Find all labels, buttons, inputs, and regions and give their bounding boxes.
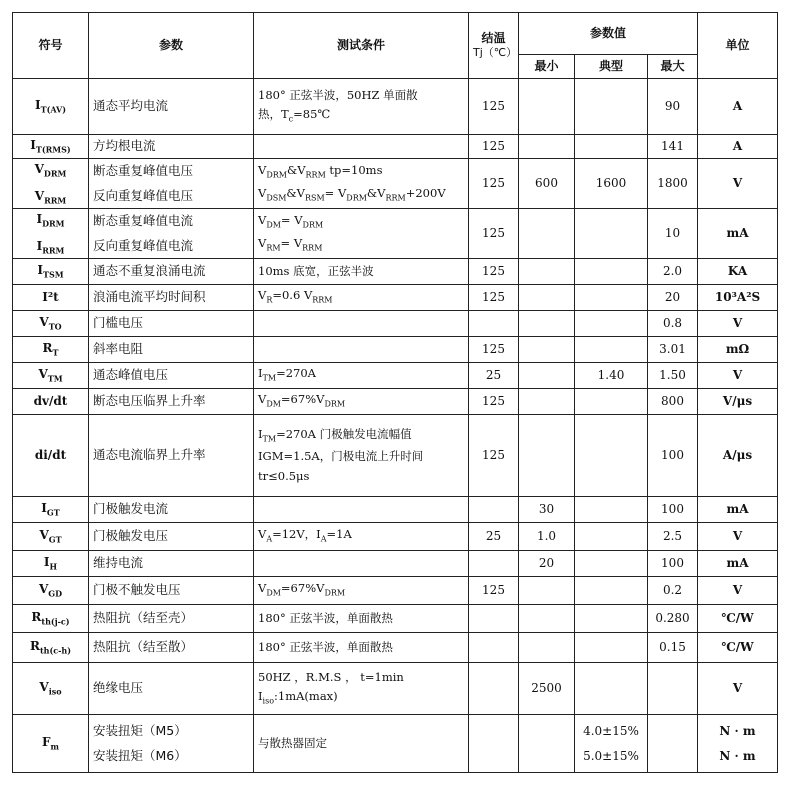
- condition-text: $V_R=0.6$ $V_{RRM}$: [258, 288, 333, 305]
- param-cell: [89, 363, 254, 389]
- symbol-cell: [13, 259, 89, 285]
- spec-row: [13, 523, 778, 551]
- param-text: 门槛电压: [93, 315, 144, 331]
- symbol-cell: [13, 389, 89, 415]
- symbol-cell: [13, 523, 89, 551]
- symbol-cell: [13, 577, 89, 605]
- symbol-text: $V_{RRM}$: [34, 188, 67, 205]
- header-param: 参数: [89, 13, 254, 79]
- symbol-text: di/dt: [34, 448, 67, 463]
- max-cell: 141: [648, 135, 698, 159]
- condition-cell: [254, 209, 469, 259]
- spec-row: [13, 135, 778, 159]
- max-cell: [648, 663, 698, 715]
- param-text: 门极触发电流: [93, 501, 169, 517]
- symbol-text: $V_{TO}$: [39, 315, 62, 332]
- param-text: 方均根电流: [93, 138, 156, 154]
- unit-cell: mΩ: [698, 337, 778, 363]
- symbol-subscript: H: [49, 561, 58, 572]
- param-text: 浪涌电流平均时间积: [93, 289, 206, 305]
- symbol-subscript: TO: [48, 321, 62, 332]
- condition-cell: [254, 79, 469, 135]
- min-cell: 20: [519, 551, 575, 577]
- symbol-text: dv/dt: [33, 394, 68, 409]
- symbol-subscript: TSM: [43, 269, 64, 280]
- spec-table: [12, 12, 778, 773]
- spec-row: [13, 285, 778, 311]
- spec-row: [13, 715, 778, 773]
- unit-cell: V: [698, 577, 778, 605]
- symbol-cell: [13, 135, 89, 159]
- param-text: 通态峰值电压: [93, 367, 169, 383]
- unit-cell: mA: [698, 551, 778, 577]
- min-cell: 2500: [519, 663, 575, 715]
- header-tj-line2: Tj（℃）: [473, 46, 518, 60]
- symbol-cell: [13, 715, 89, 773]
- symbol-subscript: DRM: [43, 168, 67, 179]
- tj-cell: 125: [469, 259, 519, 285]
- symbol-cell: [13, 209, 89, 259]
- symbol-subscript: th(j-c): [41, 616, 70, 627]
- param-cell: [89, 337, 254, 363]
- unit-cell: V: [698, 159, 778, 209]
- typ-cell: [575, 389, 648, 415]
- typ-cell-line: 5.0±15%: [583, 748, 639, 763]
- symbol-subscript: T(AV): [40, 104, 66, 115]
- condition-cell: [254, 389, 469, 415]
- condition-text: $V_{RM}= V_{RRM}$: [258, 235, 323, 252]
- min-cell: [519, 285, 575, 311]
- max-cell: [648, 715, 698, 773]
- min-cell: [519, 311, 575, 337]
- symbol-cell: [13, 311, 89, 337]
- typ-cell: [575, 577, 648, 605]
- symbol-subscript: RRM: [42, 244, 65, 255]
- unit-cell: [698, 715, 778, 773]
- param-cell: [89, 715, 254, 773]
- unit-line: N · m: [719, 724, 756, 739]
- symbol-text: $I_{T(AV)}$: [35, 98, 66, 115]
- symbol-text: $I_{RRM}$: [36, 238, 65, 255]
- condition-cell: [254, 605, 469, 633]
- header-tj: [469, 13, 519, 79]
- unit-cell: KA: [698, 259, 778, 285]
- max-cell: 20: [648, 285, 698, 311]
- typ-cell: [575, 259, 648, 285]
- symbol-cell: [13, 663, 89, 715]
- tj-cell: 125: [469, 79, 519, 135]
- header-typ: 典型: [575, 55, 648, 79]
- max-cell: 1.50: [648, 363, 698, 389]
- tj-cell: 125: [469, 389, 519, 415]
- condition-text: $I_{TM}=270A$: [258, 366, 316, 383]
- unit-line: N · m: [719, 748, 756, 763]
- typ-cell: [575, 551, 648, 577]
- min-cell: [519, 337, 575, 363]
- condition-cell: [254, 159, 469, 209]
- max-cell: 0.8: [648, 311, 698, 337]
- param-cell: [89, 663, 254, 715]
- max-cell: 90: [648, 79, 698, 135]
- max-cell: 0.2: [648, 577, 698, 605]
- spec-row: [13, 259, 778, 285]
- unit-cell: A: [698, 79, 778, 135]
- condition-text: $V_{DRM}\&V_{RRM}$ tp=10ms: [258, 163, 383, 180]
- symbol-cell: [13, 363, 89, 389]
- spec-row: [13, 633, 778, 663]
- param-text: 热阻抗（结至散）: [93, 639, 194, 655]
- param-cell: [89, 259, 254, 285]
- spec-row: [13, 605, 778, 633]
- max-cell: 100: [648, 415, 698, 497]
- typ-cell: [575, 135, 648, 159]
- param-text: 斜率电阻: [93, 341, 144, 357]
- condition-text: 热，$T_c=85℃$: [258, 107, 331, 124]
- symbol-subscript: iso: [48, 686, 62, 697]
- param-text: 断态重复峰值电压: [93, 162, 194, 178]
- min-cell: [519, 259, 575, 285]
- param-cell: [89, 389, 254, 415]
- symbol-subscript: RRM: [44, 194, 67, 205]
- min-cell: [519, 577, 575, 605]
- symbol-text: $I_H$: [43, 555, 58, 572]
- condition-cell: [254, 285, 469, 311]
- spec-row: [13, 311, 778, 337]
- symbol-cell: [13, 159, 89, 209]
- condition-cell: [254, 135, 469, 159]
- symbol-text: $R_{th(c-h)}$: [29, 639, 72, 656]
- spec-row: [13, 209, 778, 259]
- condition-cell: [254, 551, 469, 577]
- typ-cell: [575, 715, 648, 773]
- condition-cell: [254, 497, 469, 523]
- condition-cell: [254, 577, 469, 605]
- spec-row: [13, 79, 778, 135]
- unit-cell: mA: [698, 497, 778, 523]
- condition-text: $V_{DM}=67\%V_{DRM}$: [258, 581, 346, 598]
- tj-cell: 125: [469, 337, 519, 363]
- symbol-text: $I_{DRM}$: [36, 212, 65, 229]
- header-values: 参数值: [519, 13, 698, 55]
- symbol-text: $V_{GT}$: [39, 528, 62, 545]
- min-cell: 30: [519, 497, 575, 523]
- min-cell: 1.0: [519, 523, 575, 551]
- typ-cell: [575, 633, 648, 663]
- typ-cell: [575, 337, 648, 363]
- param-text: 反向重复峰值电流: [93, 237, 194, 253]
- tj-cell: 125: [469, 285, 519, 311]
- param-text: 安装扭矩（M6）: [93, 747, 187, 763]
- symbol-subscript: DRM: [42, 218, 65, 229]
- unit-cell: V: [698, 363, 778, 389]
- max-cell: 100: [648, 551, 698, 577]
- symbol-text: $I_{T(RMS)}$: [30, 138, 71, 155]
- condition-cell: [254, 415, 469, 497]
- condition-cell: [254, 633, 469, 663]
- typ-cell: [575, 415, 648, 497]
- max-cell: 10: [648, 209, 698, 259]
- unit-cell: V: [698, 663, 778, 715]
- typ-cell: 1600: [575, 159, 648, 209]
- max-cell: 800: [648, 389, 698, 415]
- tj-cell: 125: [469, 577, 519, 605]
- symbol-text: I²t: [42, 290, 59, 305]
- symbol-text: $V_{GD}$: [38, 582, 63, 599]
- tj-cell: 125: [469, 415, 519, 497]
- param-text: 维持电流: [93, 555, 144, 571]
- tj-cell: 25: [469, 523, 519, 551]
- spec-row: [13, 551, 778, 577]
- condition-text: 180° 正弦半波，单面散热: [258, 639, 393, 654]
- condition-text: tr≤0.5μs: [258, 468, 310, 483]
- min-cell: [519, 79, 575, 135]
- unit-cell: A/μs: [698, 415, 778, 497]
- condition-cell: [254, 337, 469, 363]
- condition-text: $V_{DSM}\&V_{RSM}=$ $V_{DRM}\&V_{RRM}+200V$: [258, 185, 446, 202]
- symbol-cell: [13, 285, 89, 311]
- min-cell: [519, 389, 575, 415]
- condition-text: $I_{TM}=270A$ 门极触发电流幅值: [258, 426, 412, 444]
- condition-text: 与散热器固定: [258, 735, 327, 750]
- param-text: 通态平均电流: [93, 98, 169, 114]
- unit-cell: ℃/W: [698, 633, 778, 663]
- tj-cell: 125: [469, 159, 519, 209]
- unit-cell: V: [698, 311, 778, 337]
- param-cell: [89, 633, 254, 663]
- spec-row: [13, 389, 778, 415]
- min-cell: [519, 363, 575, 389]
- header-row: [13, 13, 778, 55]
- param-cell: [89, 79, 254, 135]
- tj-cell: [469, 715, 519, 773]
- symbol-cell: [13, 415, 89, 497]
- max-cell: 2.5: [648, 523, 698, 551]
- symbol-cell: [13, 497, 89, 523]
- symbol-subscript: th(c-h): [39, 645, 72, 656]
- unit-cell: ℃/W: [698, 605, 778, 633]
- spec-row: [13, 363, 778, 389]
- min-cell: [519, 415, 575, 497]
- spec-sheet: [12, 12, 778, 773]
- min-cell: [519, 209, 575, 259]
- min-cell: 600: [519, 159, 575, 209]
- min-cell: [519, 715, 575, 773]
- param-text: 断态电压临界上升率: [93, 393, 206, 409]
- spec-row: [13, 159, 778, 209]
- tj-cell: [469, 663, 519, 715]
- typ-cell: [575, 79, 648, 135]
- tj-cell: [469, 497, 519, 523]
- symbol-text: $R_{th(j-c)}$: [31, 610, 70, 627]
- condition-cell: [254, 363, 469, 389]
- param-cell: [89, 209, 254, 259]
- typ-cell: [575, 209, 648, 259]
- param-text: 安装扭矩（M5）: [93, 722, 187, 738]
- typ-cell: [575, 285, 648, 311]
- header-symbol: 符号: [13, 13, 89, 79]
- condition-text: $V_{DM}=67\%V_{DRM}$: [258, 392, 346, 409]
- param-text: 绝缘电压: [93, 680, 144, 696]
- typ-cell: [575, 523, 648, 551]
- condition-text: $I_{iso}:1mA(\max)$: [258, 689, 338, 706]
- param-text: 断态重复峰值电流: [93, 212, 194, 228]
- param-cell: [89, 159, 254, 209]
- min-cell: [519, 135, 575, 159]
- symbol-cell: [13, 337, 89, 363]
- param-text: 反向重复峰值电压: [93, 187, 194, 203]
- tj-cell: 125: [469, 135, 519, 159]
- spec-row: [13, 497, 778, 523]
- param-cell: [89, 311, 254, 337]
- spec-row: [13, 337, 778, 363]
- spec-row: [13, 415, 778, 497]
- condition-cell: [254, 715, 469, 773]
- param-text: 热阻抗（结至壳）: [93, 610, 194, 626]
- symbol-subscript: TM: [47, 373, 63, 384]
- param-cell: [89, 523, 254, 551]
- spec-row: [13, 577, 778, 605]
- max-cell: 1800: [648, 159, 698, 209]
- max-cell: 3.01: [648, 337, 698, 363]
- typ-cell-line: 4.0±15%: [583, 724, 639, 739]
- typ-cell: [575, 605, 648, 633]
- symbol-text: $V_{iso}$: [39, 680, 62, 697]
- typ-cell: [575, 311, 648, 337]
- unit-cell: mA: [698, 209, 778, 259]
- param-cell: [89, 135, 254, 159]
- param-text: 门极不触发电压: [93, 582, 181, 598]
- typ-cell: [575, 497, 648, 523]
- max-cell: 0.15: [648, 633, 698, 663]
- header-condition: 测试条件: [254, 13, 469, 79]
- symbol-text: $I_{GT}$: [41, 501, 60, 518]
- symbol-cell: [13, 551, 89, 577]
- condition-text: 180° 正弦半波，50HZ 单面散: [258, 87, 418, 102]
- condition-cell: [254, 311, 469, 337]
- unit-cell: A: [698, 135, 778, 159]
- symbol-subscript: m: [50, 741, 59, 752]
- condition-cell: [254, 663, 469, 715]
- symbol-subscript: T(RMS): [35, 144, 71, 155]
- symbol-text: $I_{TSM}$: [37, 263, 64, 280]
- header-max: 最大: [648, 55, 698, 79]
- symbol-text: $V_{TM}$: [38, 367, 63, 384]
- min-cell: [519, 633, 575, 663]
- unit-cell: V: [698, 523, 778, 551]
- max-cell: 100: [648, 497, 698, 523]
- unit-cell: V/μs: [698, 389, 778, 415]
- tj-cell: [469, 633, 519, 663]
- param-cell: [89, 415, 254, 497]
- min-cell: [519, 605, 575, 633]
- condition-text: $V_A=12V$，$I_A=1A$: [258, 527, 352, 544]
- symbol-text: $V_{DRM}$: [34, 162, 67, 179]
- param-cell: [89, 605, 254, 633]
- symbol-cell: [13, 633, 89, 663]
- condition-text: 10ms 底宽，正弦半波: [258, 263, 374, 278]
- condition-text: 50HZ ，R.M.S ， t=1min: [258, 669, 404, 684]
- unit-cell: 10³A²S: [698, 285, 778, 311]
- param-text: 门极触发电压: [93, 528, 169, 544]
- tj-cell: 25: [469, 363, 519, 389]
- max-cell: 2.0: [648, 259, 698, 285]
- header-unit: 单位: [698, 13, 778, 79]
- typ-cell: 1.40: [575, 363, 648, 389]
- header-min: 最小: [519, 55, 575, 79]
- tj-cell: [469, 605, 519, 633]
- symbol-subscript: T: [52, 347, 59, 358]
- header-tj-line1: 结温: [481, 30, 506, 45]
- typ-cell: [575, 663, 648, 715]
- param-cell: [89, 551, 254, 577]
- tj-cell: 125: [469, 209, 519, 259]
- condition-cell: [254, 523, 469, 551]
- param-cell: [89, 577, 254, 605]
- symbol-cell: [13, 605, 89, 633]
- symbol-text: $F_m$: [42, 735, 59, 752]
- condition-text: $V_{DM}= V_{DRM}$: [258, 213, 324, 230]
- symbol-subscript: GT: [46, 507, 60, 518]
- condition-cell: [254, 259, 469, 285]
- param-text: 通态电流临界上升率: [93, 447, 206, 463]
- symbol-cell: [13, 79, 89, 135]
- param-cell: [89, 285, 254, 311]
- symbol-subscript: GT: [48, 534, 62, 545]
- symbol-subscript: GD: [48, 588, 63, 599]
- spec-row: [13, 663, 778, 715]
- max-cell: 0.280: [648, 605, 698, 633]
- param-text: 通态不重复浪涌电流: [93, 263, 206, 279]
- condition-text: 180° 正弦半波，单面散热: [258, 610, 393, 625]
- tj-cell: [469, 311, 519, 337]
- symbol-text: $R_T$: [42, 341, 59, 358]
- condition-text: IGM=1.5A，门极电流上升时间: [258, 449, 424, 464]
- tj-cell: [469, 551, 519, 577]
- param-cell: [89, 497, 254, 523]
